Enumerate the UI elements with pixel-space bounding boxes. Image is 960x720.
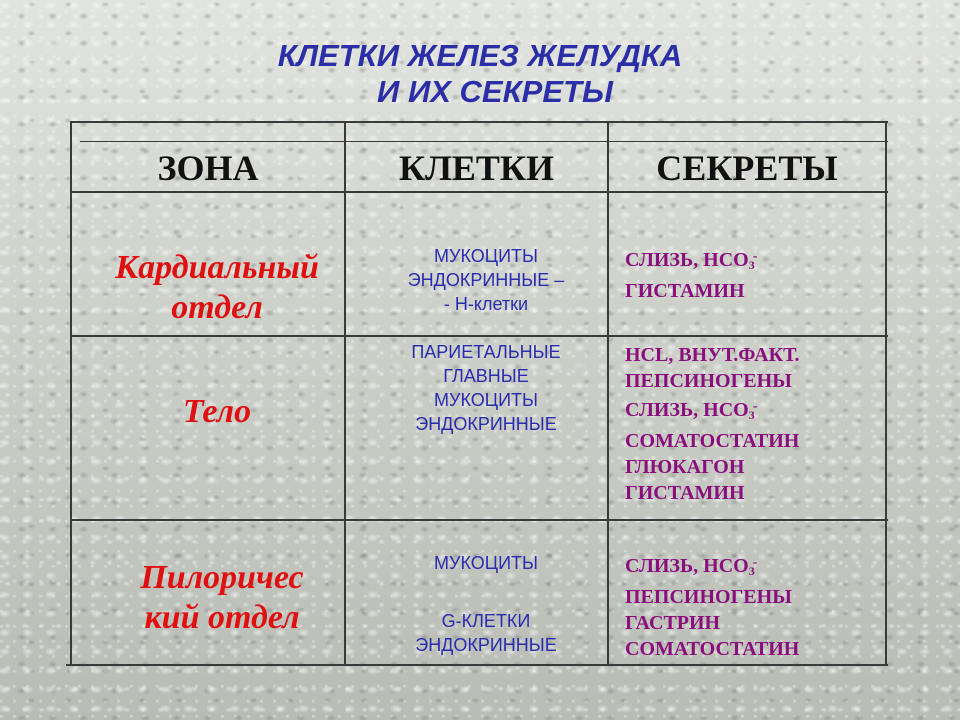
header-inner-line [80, 141, 888, 142]
page-title [0, 38, 960, 110]
title-line-1: КЛЕТКИ ЖЕЛЕЗ ЖЕЛУДКА [277, 38, 683, 73]
secretion-item: СОМАТОСТАТИН [625, 638, 800, 660]
secretions-body [625, 342, 885, 506]
secretion-item: ГАСТРИН [625, 612, 721, 634]
secretion-item [625, 394, 885, 428]
subscript: 3 [748, 258, 755, 272]
table-bottom-border [66, 664, 888, 666]
title-line-2: И ИХ СЕКРЕТЫ [377, 74, 613, 109]
secretion-item [625, 244, 885, 278]
header-secretions: СЕКРЕТЫ [656, 148, 838, 188]
cell-type: МУКОЦИТЫ [434, 390, 538, 410]
secretion-item: СОМАТОСТАТИН [625, 430, 800, 452]
cell-type: ЭНДОКРИННЫЕ – [407, 270, 565, 290]
secretion-item: ПЕПСИНОГЕНЫ [625, 370, 792, 392]
zone-label-line: Тело [182, 393, 252, 430]
zone-label-line: Кардиальный [115, 249, 319, 286]
zone-body [72, 392, 362, 432]
secretion-item: ГИСТАМИН [625, 482, 745, 504]
superscript: - [752, 399, 758, 414]
cell-type: МУКОЦИТЫ [434, 246, 538, 266]
secretions-pyloric [625, 550, 885, 662]
cell-type: ГЛАВНЫЕ [443, 366, 529, 386]
cell-type: ПАРИЕТАЛЬНЫЕ [411, 342, 561, 362]
secretion-text: СЛИЗЬ, НСО [625, 399, 749, 421]
zone-label-line: кий отдел [144, 599, 300, 636]
cell-type: G-КЛЕТКИ [441, 611, 531, 631]
secretions-cardiac [625, 244, 885, 304]
secretion-item: ГЛЮКАГОН [625, 456, 745, 478]
cells-cardiac [346, 244, 626, 316]
row1-bottom-line [70, 335, 888, 337]
cell-type: ЭНДОКРИННЫЕ [415, 635, 557, 655]
secretion-text: СЛИЗЬ, НСО [625, 555, 749, 577]
secretion-item: ПЕПСИНОГЕНЫ [625, 586, 792, 608]
header-zone: ЗОНА [157, 148, 259, 188]
cell-type: ЭНДОКРИННЫЕ [415, 414, 557, 434]
cell-type: МУКОЦИТЫ [434, 553, 538, 573]
cell-type: - Н-клетки [443, 294, 529, 314]
zone-pyloric [82, 558, 362, 638]
secretion-item: ГИСТАМИН [625, 280, 745, 302]
row2-bottom-line [70, 519, 888, 521]
cells-pyloric [346, 551, 626, 657]
cells-body [346, 340, 626, 436]
secretion-text: СЛИЗЬ, НСО [625, 249, 749, 271]
header-bottom-line [70, 191, 888, 193]
subscript: 3 [748, 564, 755, 578]
superscript: - [752, 249, 758, 264]
subscript: 3 [748, 408, 755, 422]
cell-type [346, 575, 626, 609]
superscript: - [752, 555, 758, 570]
zone-cardiac [72, 248, 362, 328]
secretion-item [625, 550, 885, 584]
table-top-border [70, 121, 888, 123]
zone-label-line: Пилоричес [140, 559, 304, 596]
right-border [885, 121, 887, 666]
header-cells: КЛЕТКИ [398, 148, 555, 188]
zone-label-line: отдел [171, 289, 263, 326]
secretion-item: HCL, ВНУТ.ФАКТ. [625, 344, 800, 366]
